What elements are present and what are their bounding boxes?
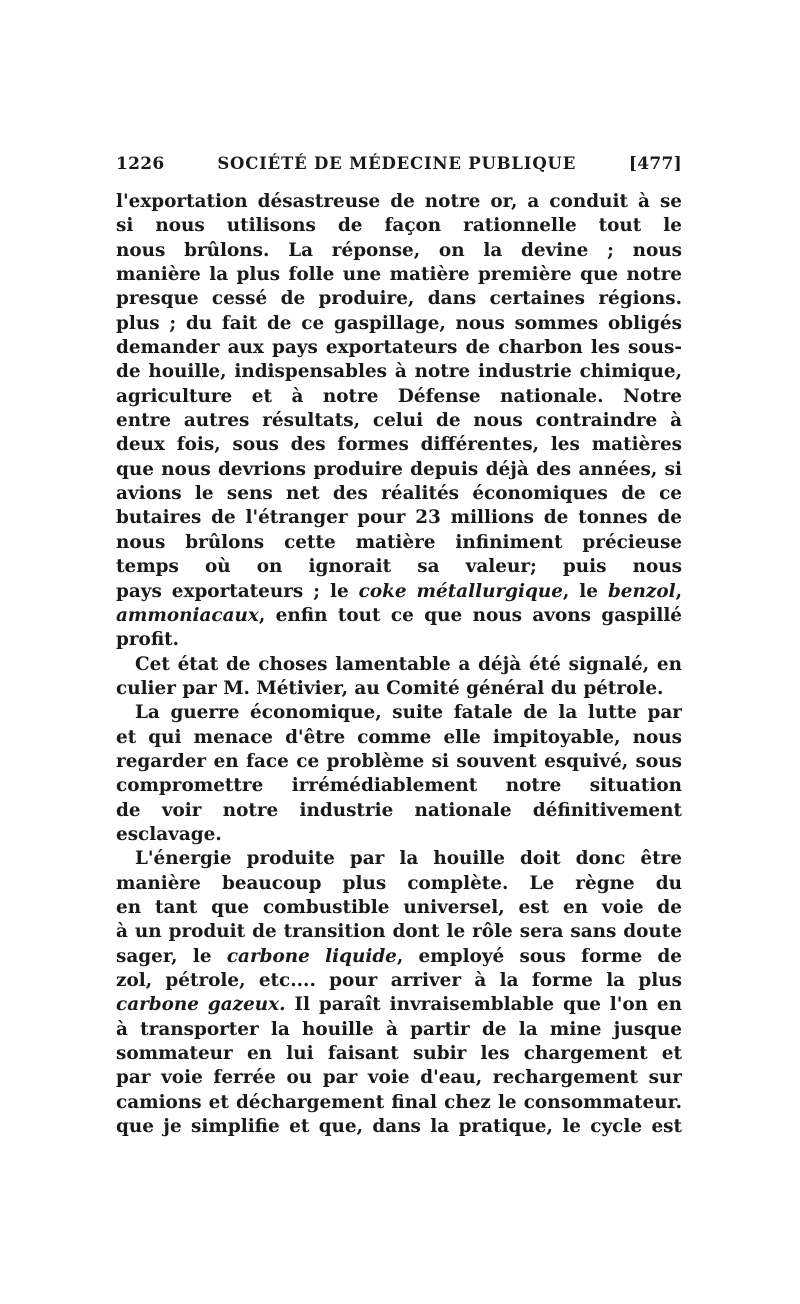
text-line: plus ; du fait de ce gaspillage, nous sommes obligés xyxy=(116,312,682,334)
text-line: manière beaucoup plus complète. Le règne du xyxy=(116,872,682,894)
text-line: agriculture et à notre Défense nationale. Notre xyxy=(116,385,682,407)
text-line: deux fois, sous des formes différentes, les matières xyxy=(116,434,682,456)
body-text xyxy=(116,190,682,1139)
text-line: entre autres résultats, celui de nous contraindre à xyxy=(116,410,682,432)
text-line: regarder en face ce problème si souvent esquivé, sous xyxy=(116,750,682,772)
text-line: que nous devrions produire depuis déjà des années, si xyxy=(116,458,682,480)
text-line: zol, pétrole, etc.... pour arriver à la forme la plus xyxy=(116,970,682,991)
text-line: sager, le carbone liquide, employé sous forme de xyxy=(116,945,682,967)
text-line: nous brûlons cette matière infiniment précieuse xyxy=(116,531,682,553)
text-line: ammoniacaux, enfin tout ce que nous avons gaspillé xyxy=(116,604,682,626)
text-line-paragraph-end: culier par M. Métivier, au Comité général du pétrole. xyxy=(116,677,664,699)
text-line: à un produit de transition dont le rôle sera sans doute xyxy=(116,921,682,943)
text-line: de houille, indispensables à notre industrie chimique, xyxy=(116,361,682,383)
text-line-paragraph-end: esclavage. xyxy=(116,823,222,845)
text-line: manière la plus folle une matière première que notre xyxy=(116,264,682,286)
text-line: à transporter la houille à partir de la mine jusque xyxy=(116,1018,682,1040)
text-line: en tant que combustible universel, est en voie de xyxy=(116,896,682,918)
text-line-paragraph-end: profit. xyxy=(116,629,180,651)
text-line-paragraph-start: La guerre économique, suite fatale de la lutte par xyxy=(135,702,682,724)
text-line: de voir notre industrie nationale définitivement xyxy=(116,799,682,821)
text-line: demander aux pays exportateurs de charbon les sous- xyxy=(116,337,682,359)
text-line: et qui menace d'être comme elle impitoyable, nous xyxy=(116,726,682,748)
text-line: carbone gazeux. Il paraît invraisemblable que l'on en xyxy=(116,994,682,1016)
text-line-paragraph-start: Cet état de choses lamentable a déjà été signalé, en xyxy=(135,653,682,675)
text-line-paragraph-start: L'énergie produite par la houille doit donc être xyxy=(135,848,682,870)
running-title: SOCIÉTÉ DE MÉDECINE PUBLIQUE xyxy=(217,154,577,173)
text-line: nous brûlons. La réponse, on la devine ; nous xyxy=(116,239,682,261)
text-line: avions le sens net des réalités économiques de ce xyxy=(116,483,682,505)
text-line: compromettre irrémédiablement notre situation xyxy=(116,775,682,797)
text-line: sommateur en lui faisant subir les chargement et xyxy=(116,1043,682,1065)
text-line: presque cessé de produire, dans certaines régions. xyxy=(116,288,682,310)
running-header xyxy=(116,154,682,174)
text-line: temps où on ignorait sa valeur; puis nous xyxy=(116,556,682,578)
text-line: camions et déchargement final chez le consommateur. xyxy=(116,1091,682,1113)
page-number: 1226 xyxy=(116,154,165,174)
bracket-page-number: [477] xyxy=(628,154,682,174)
text-line: que je simplifie et que, dans la pratique, le cycle est xyxy=(116,1116,682,1138)
text-line: l'exportation désastreuse de notre or, a conduit à se xyxy=(116,191,682,212)
text-line: si nous utilisons de façon rationnelle tout le xyxy=(116,215,682,237)
text-line: par voie ferrée ou par voie d'eau, rechargement sur xyxy=(116,1067,682,1089)
text-line: butaires de l'étranger pour 23 millions de tonnes de xyxy=(116,507,682,529)
text-line: pays exportateurs ; le coke métallurgique, le benzol, xyxy=(116,580,682,602)
